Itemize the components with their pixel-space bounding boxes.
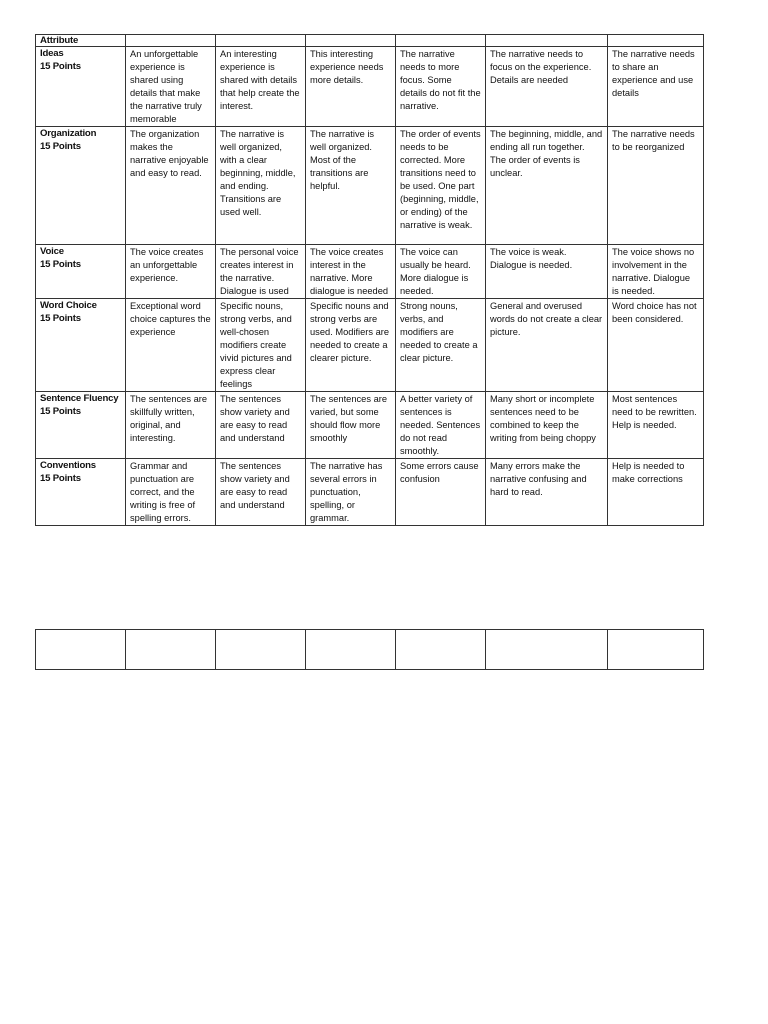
attribute-points: 15 Points	[40, 405, 81, 417]
rubric-cell: General and overused words do not create a clear picture.	[486, 299, 608, 392]
rubric-cell: Grammar and punctuation are correct, and the writing is free of spelling errors.	[126, 459, 216, 526]
rubric-cell: Help is needed to make corrections	[608, 459, 704, 526]
rubric-cell: The voice is weak. Dialogue is needed.	[486, 245, 608, 299]
rubric-cell: The sentences are skillfully written, original, and interesting.	[126, 392, 216, 459]
rubric-cell: The narrative needs to share an experience and use details	[608, 47, 704, 127]
attribute-cell	[36, 47, 126, 127]
rubric-cell: The sentences are varied, but some should flow more smoothly	[306, 392, 396, 459]
score-row	[36, 630, 704, 670]
attribute-name: Word Choice	[40, 300, 97, 311]
attribute-points: 15 Points	[40, 472, 81, 484]
rubric-cell: The narrative has several errors in punctuation, spelling, or grammar.	[306, 459, 396, 526]
score-cell[interactable]	[36, 630, 126, 670]
attribute-points: 15 Points	[40, 312, 81, 324]
score-cell[interactable]	[306, 630, 396, 670]
rubric-cell: Most sentences need to be rewritten. Help is needed.	[608, 392, 704, 459]
rubric-cell: Exceptional word choice captures the experience	[126, 299, 216, 392]
rubric-cell: Many short or incomplete sentences need to be combined to keep the writing from being choppy	[486, 392, 608, 459]
header-cell	[126, 35, 216, 47]
rubric-cell: The organization makes the narrative enjoyable and easy to read.	[126, 127, 216, 245]
score-table	[35, 629, 704, 670]
score-cell[interactable]	[486, 630, 608, 670]
header-cell	[306, 35, 396, 47]
attribute-points: 15 Points	[40, 140, 81, 152]
rubric-cell: The voice shows no involvement in the narrative. Dialogue is needed.	[608, 245, 704, 299]
score-cell[interactable]	[216, 630, 306, 670]
header-cell	[486, 35, 608, 47]
rubric-table	[35, 34, 704, 526]
attribute-name: Conventions	[40, 460, 96, 471]
attribute-points: 15 Points	[40, 258, 81, 270]
rubric-cell: The narrative needs to be reorganized	[608, 127, 704, 245]
rubric-cell: The narrative is well organized, with a clear beginning, middle, and ending. Transitions are used well.	[216, 127, 306, 245]
attribute-cell	[36, 127, 126, 245]
rubric-row-ideas	[36, 47, 704, 127]
rubric-cell: Some errors cause confusion	[396, 459, 486, 526]
header-row	[36, 35, 704, 47]
header-cell	[608, 35, 704, 47]
rubric-cell: The voice can usually be heard. More dialogue is needed.	[396, 245, 486, 299]
attribute-cell	[36, 245, 126, 299]
rubric-row-sentence-fluency	[36, 392, 704, 459]
rubric-cell: Specific nouns and strong verbs are used. Modifiers are needed to create a clearer picture.	[306, 299, 396, 392]
rubric-cell: A better variety of sentences is needed. Sentences do not read smoothly.	[396, 392, 486, 459]
rubric-cell: The narrative is well organized. Most of the transitions are helpful.	[306, 127, 396, 245]
rubric-cell: Word choice has not been considered.	[608, 299, 704, 392]
attribute-name: Voice	[40, 246, 64, 257]
score-cell[interactable]	[396, 630, 486, 670]
rubric-cell: The narrative needs to more focus. Some details do not fit the narrative.	[396, 47, 486, 127]
score-cell[interactable]	[126, 630, 216, 670]
attribute-name: Sentence Fluency	[40, 393, 119, 404]
rubric-cell: The beginning, middle, and ending all run together. The order of events is unclear.	[486, 127, 608, 245]
header-cell	[396, 35, 486, 47]
rubric-cell: An unforgettable experience is shared using details that make the narrative truly memorable	[126, 47, 216, 127]
rubric-cell: The personal voice creates interest in the narrative. Dialogue is used	[216, 245, 306, 299]
rubric-cell: Specific nouns, strong verbs, and well-chosen modifiers create vivid pictures and express clear feelings	[216, 299, 306, 392]
rubric-cell: The sentences show variety and are easy to read and understand	[216, 459, 306, 526]
rubric-cell: The sentences show variety and are easy to read and understand	[216, 392, 306, 459]
header-cell	[216, 35, 306, 47]
rubric-cell: Strong nouns, verbs, and modifiers are needed to create a clear picture.	[396, 299, 486, 392]
rubric-cell: An interesting experience is shared with details that help create the interest.	[216, 47, 306, 127]
attribute-cell	[36, 392, 126, 459]
rubric-cell: This interesting experience needs more details.	[306, 47, 396, 127]
attribute-cell	[36, 299, 126, 392]
attribute-header: Attribute	[36, 35, 126, 47]
rubric-cell: The order of events needs to be corrected. More transitions need to be used. One part (beginning, middle, or ending) of the narrative is weak.	[396, 127, 486, 245]
rubric-row-conventions	[36, 459, 704, 526]
attribute-cell	[36, 459, 126, 526]
rubric-cell: The narrative needs to focus on the experience. Details are needed	[486, 47, 608, 127]
rubric-row-organization	[36, 127, 704, 245]
attribute-points: 15 Points	[40, 60, 81, 72]
score-cell[interactable]	[608, 630, 704, 670]
rubric-cell: The voice creates interest in the narrative. More dialogue is needed	[306, 245, 396, 299]
rubric-cell: The voice creates an unforgettable experience.	[126, 245, 216, 299]
rubric-row-voice	[36, 245, 704, 299]
rubric-cell: Many errors make the narrative confusing and hard to read.	[486, 459, 608, 526]
attribute-name: Ideas	[40, 48, 64, 59]
rubric-row-word-choice	[36, 299, 704, 392]
attribute-name: Organization	[40, 128, 97, 139]
